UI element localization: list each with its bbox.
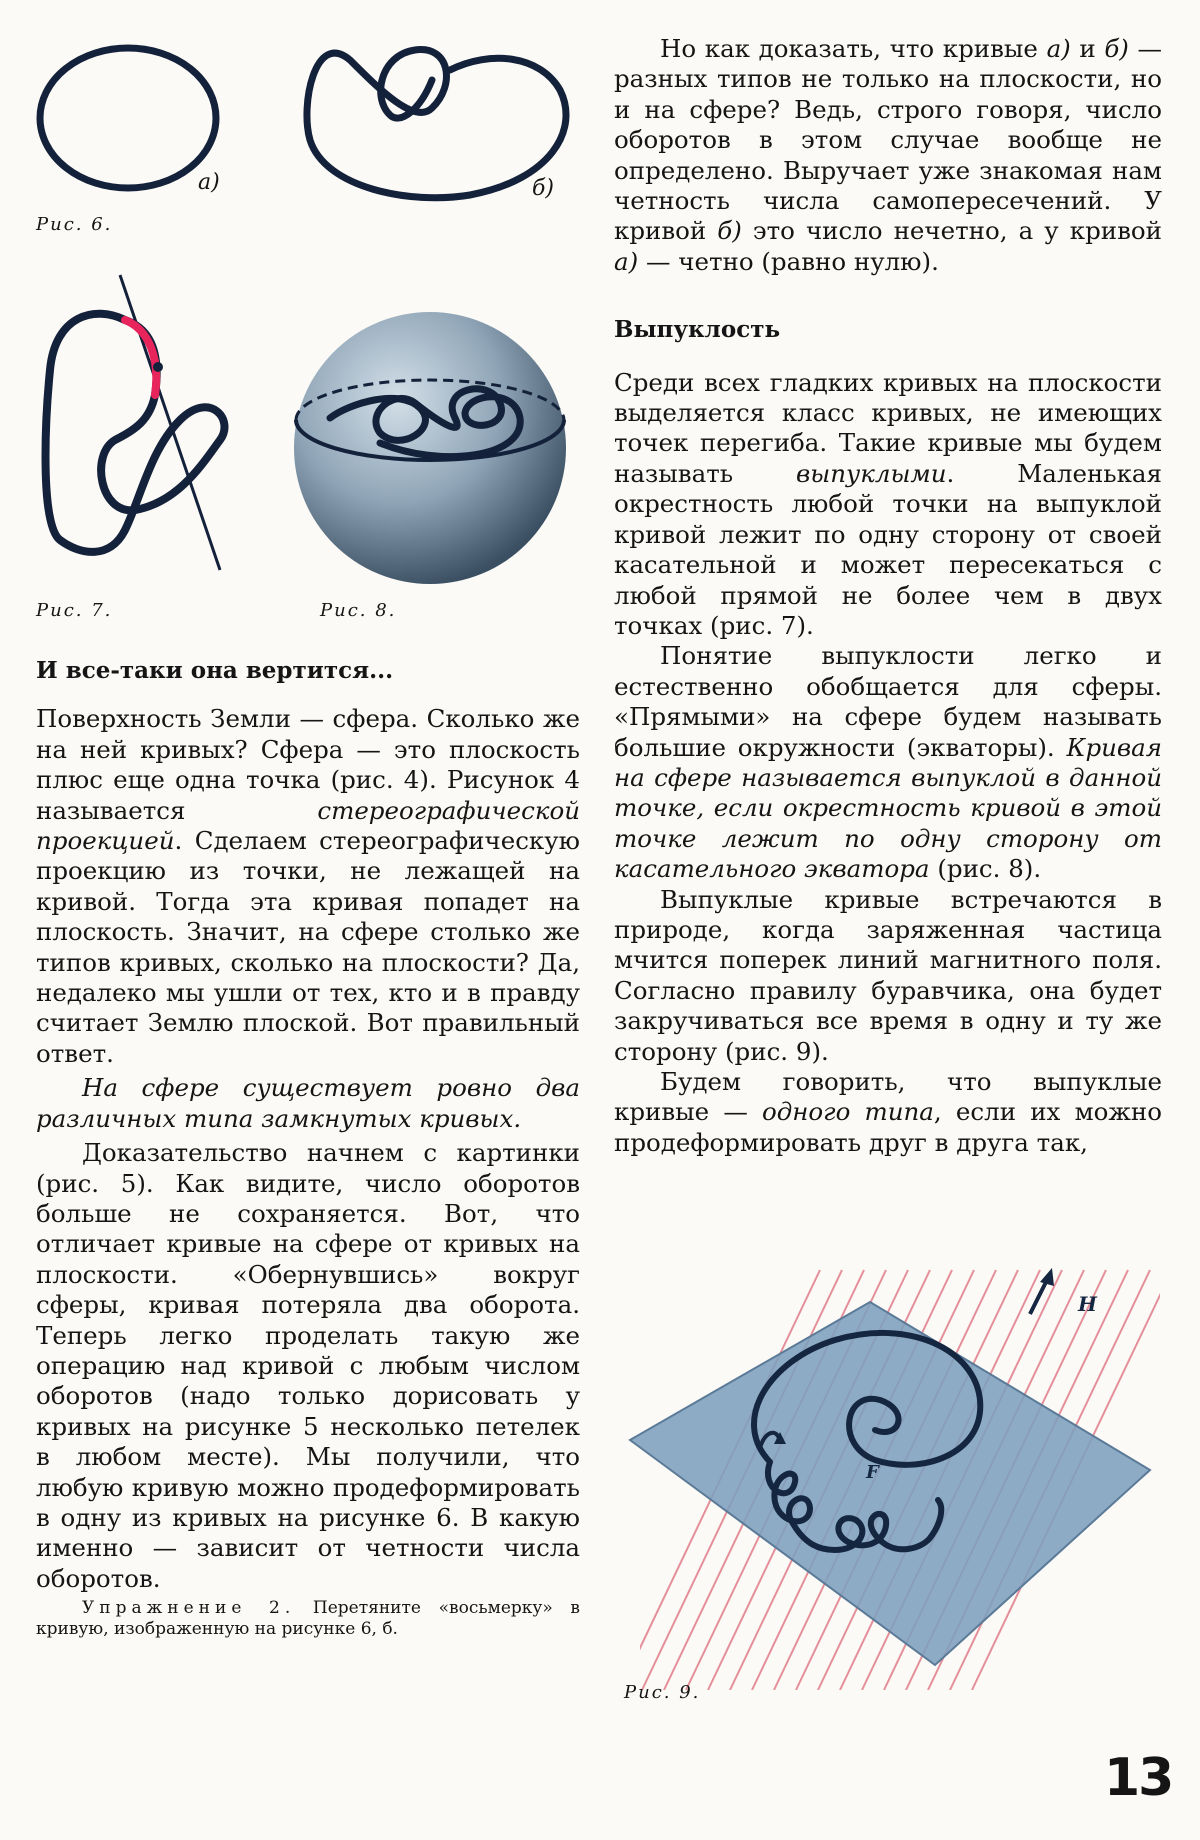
fig6-caption: Рис. 6. [36,214,113,235]
exercise-label: Упражнение 2. [82,1598,296,1619]
paragraph-convex-curves: Среди всех гладких кривых на плоскости выделяется класс кривых, не имеющих точек перегиба. Такие кривые мы будем называть выпуклыми. Маленькая окрестность любой точки на выпуклой кривой лежит по одну сторону от своей касательной и может пересекаться с любой прямой не более чем в двух точках (рис. 7). [614,367,1162,640]
section-heading-rotation: И все-таки она вертится... [36,657,394,684]
fig6-label-a: а) [198,170,220,195]
figure-8 [290,308,570,588]
paragraph-proof: Доказательство начнем с картинки (рис. 5). Как видите, число оборотов больше не сохраняется. Вот, что отличает кривые на сфере от кривых на плоскости. «Обернувшись» вокруг сферы, кривая потеряла два оборота. Теперь легко проделать такую же операцию над кривой с любым числом оборотов (надо только дорисовать у кривых на рисунке 5 несколько петелек в любом месте). Мы получили, что любую кривую можно продеформировать в одну из кривых на рисунке 6. В какую именно — зависит от четности числа оборотов. [36,1138,580,1593]
paragraph-convex-sphere: Понятие выпуклости легко и естественно обобщается для сферы. «Прямыми» на сфере будем называть большие окружности (экваторы). Кривая на сфере называется выпуклой в данной точке, если окрестность кривой в этой точке лежит по одну сторону от касательного экватора (рис. 8). [614,641,1162,884]
paragraph-sphere-types: Но как доказать, что кривые а) и б) — разных типов не только на плоскости, но и на сфере? Ведь, строго говоря, число оборотов в этом случае вообще не определено. Выручает уже знакомая нам четность числа самопересечений. У кривой б) это число нечетно, а у кривой а) — четно (равно нулю). [614,34,1162,276]
theorem-statement: На сфере существует ровно два различных типа замкнутых кривых. [36,1073,580,1133]
curve-6b [307,50,566,198]
figure-6 [20,30,580,230]
right-column [614,34,1162,1158]
h-field-arrow-icon [1030,1268,1054,1314]
figure-7 [30,270,260,590]
plane [630,1302,1150,1665]
fig7-caption: Рис. 7. [36,600,113,621]
section-heading-convexity: Выпуклость [614,316,781,344]
paragraph-same-type: Будем говорить, что выпуклые кривые — одного типа, если их можно продеформировать друг в друга так, [614,1067,1162,1157]
highlight-segment [125,320,156,395]
fig6-label-b: б) [532,176,555,201]
fig9-caption: Рис. 9. [624,1682,701,1703]
figure-9 [620,1250,1180,1700]
fig9-label-h: H [1078,1292,1097,1316]
tangent-point [153,362,163,372]
curve-6a [40,48,216,188]
tangent-line [120,275,220,570]
paragraph-earth-sphere: Поверхность Земли — сфера. Сколько же на ней кривых? Сфера — это плоскость плюс еще одна точка (рис. 4). Рисунок 4 называется стереографической проекцией. Сделаем стереографическую проекцию из точки, не лежащей на кривой. Тогда эта кривая попадет на плоскость. Значит, на сфере столько же типов кривых, сколько на плоскости? Да, недалеко мы ушли от тех, кто и в правду считает Землю плоской. Вот правильный ответ. [36,704,580,1068]
paragraph-charged-particle: Выпуклые кривые встречаются в природе, когда заряженная частица мчится поперек линий магнитного поля. Согласно правилу буравчика, она будет закручиваться все время в одну и ту же сторону (рис. 9). [614,884,1162,1066]
fig8-caption: Рис. 8. [320,600,397,621]
page-number: 13 [1104,1748,1173,1808]
convex-curve-7 [46,314,225,552]
fig9-label-f: F [866,1462,879,1483]
exercise-2: Упражнение 2. Перетяните «восьмерку» в кривую, изображенную на рисунке 6, б. [36,1598,580,1640]
left-column [36,656,580,1640]
